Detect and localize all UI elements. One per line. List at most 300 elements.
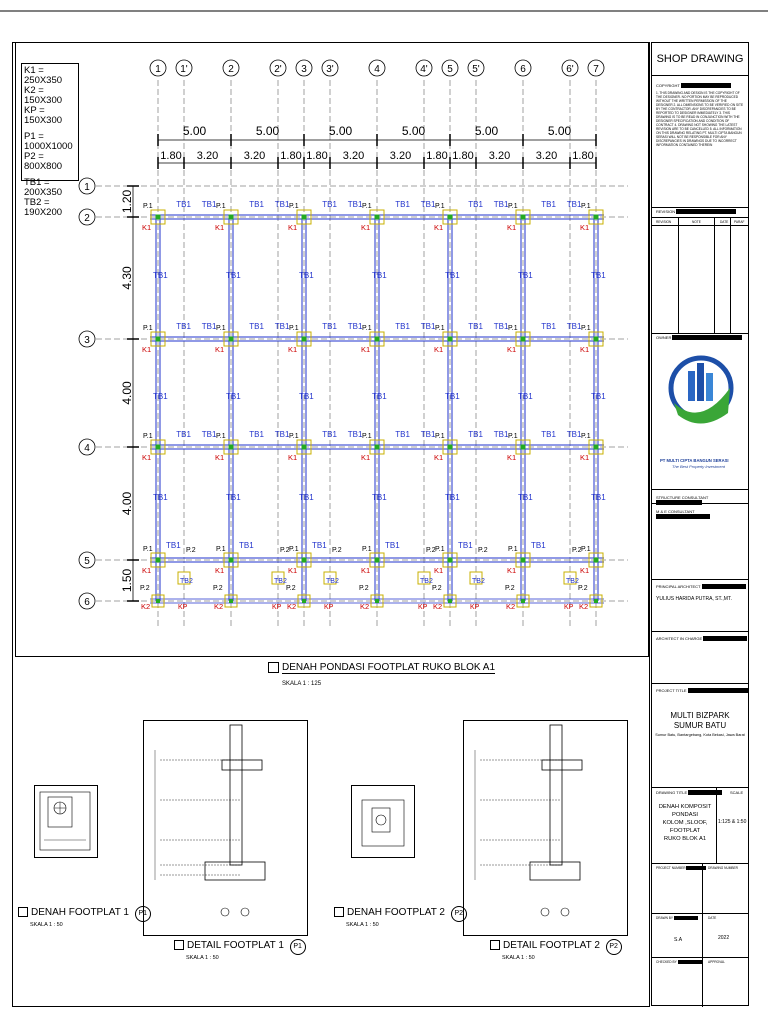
beam-label: TB1	[493, 430, 509, 439]
beam-label: TB1	[541, 430, 556, 439]
drawing-number-label: DRAWING NUMBER	[708, 866, 738, 870]
beam-label: TB1	[541, 200, 556, 209]
beam-label: TB1	[153, 271, 168, 280]
legend	[21, 63, 79, 218]
column-node	[594, 337, 599, 342]
footing-label: P.1	[362, 325, 372, 332]
footing-label: P.1	[143, 433, 153, 440]
dim-major: 5.00	[474, 124, 499, 138]
beam-label: TB1	[176, 430, 191, 439]
grid-row-label: 1	[84, 182, 90, 193]
dim-row: 1.20	[120, 189, 134, 214]
dim-row: 4.00	[120, 491, 134, 516]
column-node	[448, 599, 452, 603]
column-label: K1	[580, 566, 590, 575]
column-label: KP	[470, 604, 480, 611]
footing-label: P.1	[508, 325, 518, 332]
column-label: K1	[215, 345, 225, 354]
dim-row: 4.00	[120, 381, 134, 405]
column-label: K1	[288, 453, 298, 462]
footing-label: P.2	[505, 585, 515, 592]
detail-title-2	[174, 939, 306, 961]
grid-col-label: 4'	[420, 64, 428, 75]
footing-label: P.1	[216, 325, 226, 332]
footing-label: P.1	[143, 203, 153, 210]
column-node	[302, 215, 307, 220]
column-node	[594, 215, 599, 220]
beam-label: TB1	[518, 493, 533, 502]
grid-col-label: 3	[301, 64, 307, 75]
beam-label: TB1	[518, 392, 533, 401]
beam-label: TB1	[249, 430, 264, 439]
revision-col-3: DATE	[720, 220, 729, 224]
beam-label: TB1	[299, 493, 314, 502]
column-node	[521, 215, 526, 220]
project-name-1: MULTI BIZPARK	[670, 711, 730, 720]
column-label: K1	[142, 566, 152, 575]
dim-row: 1.50	[120, 568, 134, 593]
footing-label: P.1	[581, 325, 591, 332]
column-label: K2	[214, 602, 224, 611]
dim-major: 5.00	[547, 124, 572, 138]
legend-item: P2 = 800X800	[24, 151, 63, 172]
detail-footplat-2-drawing	[464, 721, 628, 936]
beam-label: TB1	[468, 322, 483, 331]
plan-scale: SKALA 1 : 125	[282, 681, 322, 687]
column-label: K1	[434, 345, 444, 354]
beam-label: TB1	[385, 541, 400, 550]
title-marker-icon	[268, 662, 279, 673]
beam-label: TB1	[445, 493, 460, 502]
beam-label: TB1	[591, 392, 606, 401]
footing-label: P.1	[435, 203, 445, 210]
footing-label: P.1	[508, 546, 518, 553]
legend-item: TB2 = 190X200	[24, 197, 63, 218]
column-node	[156, 599, 160, 603]
column-node	[521, 599, 525, 603]
beam-label: TB1	[468, 430, 483, 439]
plan-title-text: DENAH PONDASI FOOTPLAT RUKO BLOK A1	[282, 662, 496, 674]
column-label: K1	[142, 223, 152, 232]
beam-label: TB2	[420, 578, 433, 585]
footing-label: P.1	[216, 203, 226, 210]
column-node	[594, 558, 599, 563]
column-label: K1	[361, 223, 371, 232]
column-node	[375, 215, 380, 220]
column-node	[156, 445, 161, 450]
plan-title	[268, 662, 495, 673]
beam-label: TB1	[372, 392, 387, 401]
project-location: Sumur Batu, Bantargebang, Kota Bekasi, Jawa Barat	[655, 733, 745, 737]
company-tagline: The Best Property Investment	[672, 464, 725, 469]
detail-scale: SKALA 1 : 50	[30, 922, 63, 928]
beam-label: TB1	[591, 271, 606, 280]
footing-label: P.1	[362, 546, 372, 553]
column-node	[302, 599, 306, 603]
scale-label: SCALE	[730, 790, 744, 795]
beam-label: TB1	[566, 430, 582, 439]
column-label: K1	[215, 566, 225, 575]
footing-label: P.1	[143, 546, 153, 553]
beam-label: TB1	[299, 271, 314, 280]
beam-label: TB1	[493, 200, 509, 209]
title-block	[651, 42, 749, 1006]
beam-label: TB1	[347, 322, 363, 331]
column-label: K1	[361, 566, 371, 575]
column-label: K1	[507, 566, 517, 575]
column-label: K2	[506, 602, 516, 611]
copyright-label: COPYRIGHT	[656, 83, 731, 88]
column-label: K1	[580, 223, 590, 232]
beam-label: TB1	[531, 541, 546, 550]
footing-label: P.2	[332, 547, 342, 554]
footing-label: P.1	[508, 433, 518, 440]
detail-title-text: DETAIL FOOTPLAT 1	[187, 940, 284, 951]
column-label: KP	[272, 604, 282, 611]
column-label: K1	[361, 453, 371, 462]
column-label: KP	[418, 604, 428, 611]
arch-label: ARCHITECT IN CHARGE	[656, 636, 747, 641]
footing-label: P.1	[362, 203, 372, 210]
column-node	[156, 215, 161, 220]
date-label: DATE	[708, 916, 717, 920]
principal-name: YULIUS HARIDA PUTRA, ST.,MT.	[656, 596, 732, 602]
column-label: K1	[580, 345, 590, 354]
detail-title-text: DENAH FOOTPLAT 2	[347, 907, 445, 918]
column-label: K2	[433, 602, 443, 611]
column-label: K1	[507, 223, 517, 232]
dim-minor: 1.80	[280, 150, 302, 162]
column-label: K1	[434, 223, 444, 232]
column-node	[229, 215, 234, 220]
legend-item: K1 = 250X350	[24, 65, 63, 86]
footing-label: P.2	[213, 585, 223, 592]
grid-row-label: 4	[84, 443, 90, 454]
beam-label: TB1	[176, 322, 191, 331]
detail-title-text: DETAIL FOOTPLAT 2	[503, 940, 600, 951]
footing-label: P.1	[435, 433, 445, 440]
beam-label: TB1	[541, 322, 556, 331]
revision-col-1: REVISION	[656, 220, 672, 224]
beam-label: TB1	[347, 200, 363, 209]
column-label: KP	[564, 604, 574, 611]
grid-col-label: 6'	[566, 64, 574, 75]
beam-label: TB1	[249, 200, 264, 209]
beam-label: TB1	[445, 392, 460, 401]
detail-title-1	[18, 906, 151, 928]
title-marker-icon	[18, 907, 28, 917]
legend-item: P1 = 1000X1000	[24, 131, 73, 152]
footing-label: P.1	[216, 433, 226, 440]
footing-label: P.2	[359, 585, 369, 592]
grid-row-label: 2	[84, 213, 90, 224]
column-label: K2	[287, 602, 297, 611]
footing-label: P.1	[216, 546, 226, 553]
footing-label: P.2	[286, 585, 296, 592]
beam-label: TB1	[420, 200, 436, 209]
footing-label: P.2	[426, 547, 436, 554]
column-label: K1	[288, 345, 298, 354]
legend-item: KP = 150X300	[24, 105, 63, 126]
beam-label: TB1	[420, 430, 436, 439]
beam-label: TB1	[468, 200, 483, 209]
column-label: K1	[580, 453, 590, 462]
detail-scale: SKALA 1 : 50	[502, 955, 535, 961]
dim-minor: 1.80	[306, 150, 328, 162]
beam-label: TB2	[326, 578, 339, 585]
column-node	[229, 599, 233, 603]
beam-label: TB1	[201, 322, 217, 331]
dim-major: 5.00	[328, 124, 353, 138]
project-number-label: PROJECT NUMBER	[656, 866, 706, 870]
beam-label: TB1	[322, 200, 337, 209]
footing-label: P.1	[289, 433, 299, 440]
drawing-title-label: DRAWING TITLE	[656, 790, 722, 795]
detail-title-text: DENAH FOOTPLAT 1	[31, 907, 129, 918]
detail-tag: P2	[451, 906, 467, 922]
beam-label: TB2	[274, 578, 287, 585]
footing-label: P.1	[289, 546, 299, 553]
beam-label: TB1	[458, 541, 473, 550]
column-node	[302, 445, 307, 450]
beam-label: TB1	[445, 271, 460, 280]
drawing-title-line: PONDASI	[671, 812, 699, 818]
beam-label: TB1	[322, 322, 337, 331]
column-label: KP	[178, 604, 188, 611]
grid-col-label: 2'	[274, 64, 282, 75]
dim-minor: 1.80	[572, 150, 594, 162]
dim-row: 4.30	[120, 266, 134, 290]
detail-tag: P2	[606, 939, 622, 955]
beam-label: TB1	[153, 392, 168, 401]
title-marker-icon	[490, 940, 500, 950]
sheet-header: SHOP DRAWING	[656, 53, 744, 65]
denah-footplat-2-drawing	[352, 786, 415, 858]
revision-label: REVISION	[656, 209, 736, 214]
beam-label: TB1	[322, 430, 337, 439]
dim-minor: 1.80	[452, 150, 474, 162]
beam-label: TB1	[299, 392, 314, 401]
column-node	[375, 599, 379, 603]
beam-label: TB1	[591, 493, 606, 502]
beam-label: TB1	[226, 392, 241, 401]
approval-label: APPROVAL	[708, 960, 725, 964]
drawing-title-line: DENAH KOMPOSIT	[658, 804, 712, 810]
scale-value: 1:125 & 1:50	[718, 819, 747, 825]
beam-label: TB1	[239, 541, 254, 550]
project-label: PROJECT TITLE	[656, 688, 748, 693]
footing-label: P.1	[581, 546, 591, 553]
dim-minor: 3.20	[342, 150, 365, 162]
drawing-title	[654, 803, 716, 843]
footing-label: P.2	[280, 547, 290, 554]
revision-col-4: PARAF	[734, 220, 745, 224]
grid-row-label: 3	[84, 335, 90, 346]
beam-label: TB1	[518, 271, 533, 280]
beam-label: TB1	[274, 322, 290, 331]
grid-row-label: 5	[84, 556, 90, 567]
beam-label: TB1	[201, 200, 217, 209]
dim-minor: 3.20	[488, 150, 511, 162]
dim-major: 5.00	[401, 124, 426, 138]
footing-label: P.1	[289, 325, 299, 332]
footing-label: P.1	[581, 433, 591, 440]
column-node	[156, 337, 161, 342]
dim-minor: 3.20	[389, 150, 412, 162]
beam-label: TB1	[274, 430, 290, 439]
grid-col-label: 2	[228, 64, 234, 75]
grid-col-label: 5	[447, 64, 453, 75]
principal-label: PRINCIPAL ARCHITECT	[656, 584, 746, 589]
legend-item: K2 = 150X300	[24, 85, 63, 106]
beam-label: TB1	[176, 200, 191, 209]
grid-col-label: 6	[520, 64, 526, 75]
detail-scale: SKALA 1 : 50	[186, 955, 219, 961]
beam-label: TB1	[166, 541, 181, 550]
footing-label: P.2	[572, 547, 582, 554]
beam-label: TB2	[566, 578, 579, 585]
column-label: K2	[579, 602, 589, 611]
date-value: 2022	[718, 935, 730, 941]
footing-label: P.1	[581, 203, 591, 210]
footing-label: P.2	[186, 547, 196, 554]
footing-label: P.1	[143, 325, 153, 332]
detail-scale: SKALA 1 : 50	[346, 922, 379, 928]
column-label: K1	[507, 453, 517, 462]
beam-label: TB1	[201, 430, 217, 439]
legend-item: TB1 = 200X350	[24, 177, 63, 198]
column-label: K2	[360, 602, 370, 611]
column-label: K1	[215, 453, 225, 462]
column-node	[594, 599, 598, 603]
drawing-title-line: KOLOM ,SLOOF,	[662, 820, 708, 826]
beam-label: TB2	[472, 578, 485, 585]
beam-label: TB1	[395, 200, 410, 209]
dim-minor: 3.20	[243, 150, 266, 162]
denah-footplat-1-drawing	[35, 786, 98, 858]
owner-label: OWNER	[656, 335, 742, 340]
drawn-label: DRAWN BY	[656, 916, 698, 920]
column-node	[448, 215, 453, 220]
revision-col-2: NOTE	[692, 220, 701, 224]
column-node	[375, 558, 380, 563]
footing-label: P.1	[289, 203, 299, 210]
dim-major: 5.00	[182, 124, 207, 138]
grid-col-label: 4	[374, 64, 380, 75]
detail-footplat-1-drawing	[144, 721, 308, 936]
column-node	[521, 337, 526, 342]
drawing-title-line: FOOTPLAT	[669, 828, 701, 834]
column-node	[375, 445, 380, 450]
column-node	[521, 445, 526, 450]
beam-label: TB2	[180, 578, 193, 585]
column-label: K1	[142, 453, 152, 462]
beam-label: TB1	[372, 493, 387, 502]
beam-label: TB1	[274, 200, 290, 209]
drawn-value: S.A	[674, 937, 683, 943]
structure-label: STRUCTURE CONSULTANT	[656, 495, 748, 505]
grid-col-label: 1'	[180, 64, 188, 75]
column-label: K1	[361, 345, 371, 354]
grid-col-label: 3'	[326, 64, 334, 75]
grid-row-label: 6	[84, 597, 90, 608]
column-node	[302, 558, 307, 563]
beam-label: TB1	[395, 430, 410, 439]
beam-label: TB1	[226, 493, 241, 502]
detail-title-3	[334, 906, 467, 928]
column-node	[521, 558, 526, 563]
footing-label: P.1	[435, 325, 445, 332]
column-node	[448, 558, 453, 563]
title-marker-icon	[334, 907, 344, 917]
beam-label: TB1	[493, 322, 509, 331]
dim-minor: 1.80	[426, 150, 448, 162]
title-marker-icon	[174, 940, 184, 950]
beam-label: TB1	[153, 493, 168, 502]
dim-minor: 3.20	[535, 150, 558, 162]
detail-tag: P1	[135, 906, 151, 922]
beam-label: TB1	[566, 200, 582, 209]
beam-label: TB1	[420, 322, 436, 331]
drawing-title-line: RUKO BLOK A1	[663, 836, 707, 842]
column-label: K1	[142, 345, 152, 354]
dim-major: 5.00	[255, 124, 280, 138]
grid-col-label: 5'	[472, 64, 480, 75]
beam-label: TB1	[347, 430, 363, 439]
column-label: KP	[324, 604, 334, 611]
column-node	[229, 558, 234, 563]
company-name: PT MULTI CIPTA BANGUN SERASI	[660, 458, 729, 463]
beam-label: TB1	[249, 322, 264, 331]
copyright-text: 1. THIS DRAWING AND DESIGN IS THE COPYRIGHT OF THE DESIGNER. NO PORTION MAY BE REPRODUCED WITHOUT THE WRITTEN PERMISSION OF THE DESIGNER 2. ALL DIMENSIONS TO BE VERIFIED ON SITE BY THE CONTRACTOR. ANY DISCREPANCIES TO BE REPORTED TO DESIGNER IMMEDIATELY 3. THIS DRAWING IS TO BE READ IN CONJUNCTION WITH THE DESIGNER SPECIFICATION AND CONDITION OF CONTRACT 4. DRAWING NOT SHOWING THE LATEST REVISION ARE TO BE CANCELLED 5. ALL INFORMATION ON THIS DRAWING RELATING PT. MULTI CIPTA BANGUN SERASI WILL NOT BE RESPONSIBLE FOR ANY DISCREPANCIES IN DRAWINGS DUE TO INCORRECT INFORMATION CONTAINED THEREIN	[656, 91, 744, 147]
beam-label: TB1	[566, 322, 582, 331]
grid-col-label: 7	[593, 64, 599, 75]
column-node	[375, 337, 380, 342]
beam-label: TB1	[226, 271, 241, 280]
column-node	[302, 337, 307, 342]
column-label: K1	[288, 223, 298, 232]
footing-label: P.2	[432, 585, 442, 592]
mne-label: M & E CONSULTANT	[656, 509, 748, 519]
detail-title-4	[490, 939, 622, 961]
column-label: K1	[434, 566, 444, 575]
footing-label: P.2	[140, 585, 150, 592]
beam-label: TB1	[372, 271, 387, 280]
beam-label: TB1	[395, 322, 410, 331]
footing-label: P.1	[435, 546, 445, 553]
checked-label: CHECKED BY	[656, 960, 702, 964]
column-node	[229, 337, 234, 342]
grid-col-label: 1	[155, 64, 161, 75]
column-node	[156, 558, 161, 563]
column-label: K1	[215, 223, 225, 232]
details-svg	[0, 700, 640, 1020]
dim-minor: 1.80	[160, 150, 182, 162]
column-label: K1	[507, 345, 517, 354]
dim-minor: 3.20	[196, 150, 219, 162]
project-name-2: SUMUR BATU	[673, 721, 727, 730]
detail-tag: P1	[290, 939, 306, 955]
footing-label: P.1	[362, 433, 372, 440]
column-node	[448, 445, 453, 450]
column-node	[448, 337, 453, 342]
column-label: K2	[141, 602, 151, 611]
column-label: K1	[288, 566, 298, 575]
column-label: K1	[434, 453, 444, 462]
footing-label: P.2	[578, 585, 588, 592]
footing-label: P.2	[478, 547, 488, 554]
column-node	[594, 445, 599, 450]
